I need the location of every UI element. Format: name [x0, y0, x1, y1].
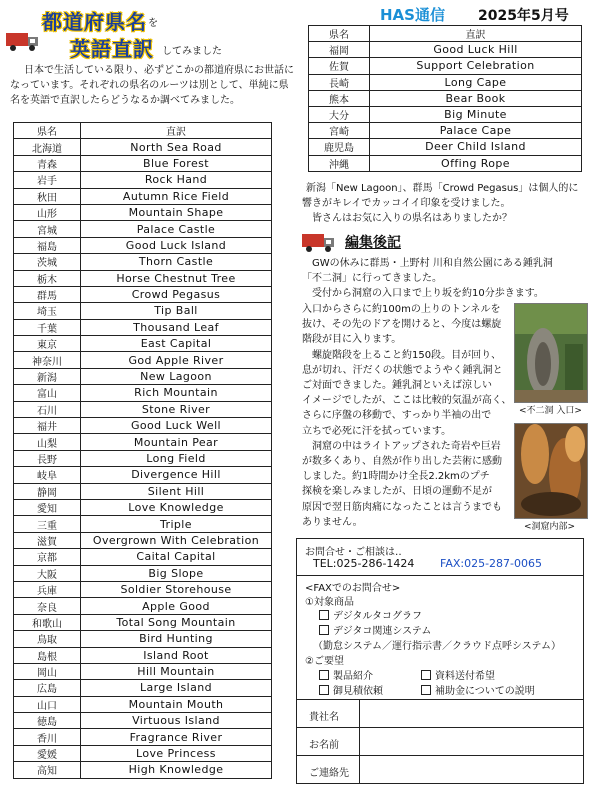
pref-name-cell: 秋田	[14, 188, 81, 204]
table-row	[14, 729, 272, 745]
pref-translation-cell: Stone River	[81, 401, 272, 417]
editorial-line: 原因で翌日筋肉痛になったことは言うまでも	[302, 501, 502, 513]
checkbox-icon[interactable]	[421, 685, 431, 695]
pref-translation-cell: Good Luck Well	[81, 418, 272, 434]
table-row	[14, 516, 272, 532]
pref-translation-cell: Crowd Pegasus	[81, 286, 272, 302]
pref-translation-cell: Love Princess	[81, 745, 272, 761]
pref-translation-cell: Big Minute	[370, 106, 582, 122]
pref-name-cell: 京都	[14, 549, 81, 565]
editorial-line: ありません。	[302, 516, 363, 528]
table-row	[14, 172, 272, 188]
request-heading: ②ご要望	[305, 656, 344, 667]
table-row	[14, 499, 272, 515]
pref-translation-cell: Support Celebration	[370, 58, 582, 74]
table-row	[14, 204, 272, 220]
pref-name-cell: 鹿児島	[309, 139, 370, 155]
pref-translation-cell: Offing Rope	[370, 155, 582, 171]
table-row	[309, 155, 582, 171]
editorial-title: 編集後記	[345, 235, 401, 251]
pref-name-cell: 香川	[14, 729, 81, 745]
pref-translation-cell: High Knowledge	[81, 762, 272, 778]
pref-translation-cell: New Lagoon	[81, 368, 272, 384]
pref-name-cell: 熊本	[309, 90, 370, 106]
pref-translation-cell: Horse Chestnut Tree	[81, 270, 272, 286]
table-row	[309, 106, 582, 122]
contact-intro: お問合せ・ご相談は‥	[305, 547, 402, 558]
editorial-line: 洞窟の中はライトアップされた奇岩や巨岩	[302, 440, 501, 452]
request-option[interactable]: 製品紹介	[319, 667, 373, 682]
table-row	[14, 450, 272, 466]
col-header-trans: 直訳	[370, 26, 582, 42]
newsletter-brand: HAS通信	[380, 6, 445, 24]
title-line2: 英語直訳	[70, 37, 154, 61]
pref-name-cell: 愛媛	[14, 745, 81, 761]
table-row	[14, 745, 272, 761]
pref-translation-cell: Bear Book	[370, 90, 582, 106]
person-name-field[interactable]	[297, 727, 583, 756]
pref-name-cell: 長崎	[309, 74, 370, 90]
pref-translation-cell: Tip Ball	[81, 303, 272, 319]
request-option[interactable]: 資料送付希望	[421, 667, 495, 682]
editorial-line: 立ちで必死に汗を拭っています。	[302, 425, 452, 437]
pref-translation-cell: Thousand Leaf	[81, 319, 272, 335]
pref-translation-cell: Virtuous Island	[81, 713, 272, 729]
pref-name-cell: 長野	[14, 450, 81, 466]
intro-paragraph: 日本で生活している限り、必ずどこかの都道府県にお世話になっています。それぞれの県名のルーツは別として、単純に県名を英語で直訳したらどうなるか調べてみました。	[10, 65, 294, 106]
editorial-line: イメージでしたが、ここは比較的気温が高く、	[302, 395, 512, 407]
pref-name-cell: 福岡	[309, 42, 370, 58]
cave-entrance-photo	[514, 303, 588, 403]
table-row	[309, 139, 582, 155]
table-row	[14, 549, 272, 565]
table-row	[14, 336, 272, 352]
pref-name-cell: 宮崎	[309, 123, 370, 139]
pref-translation-cell: Apple Good	[81, 598, 272, 614]
contact-box	[296, 538, 584, 784]
pref-name-cell: 山口	[14, 696, 81, 712]
pref-translation-cell: Divergence Hill	[81, 467, 272, 483]
pref-name-cell: 沖縄	[309, 155, 370, 171]
pref-name-cell: 福井	[14, 418, 81, 434]
cave-interior-photo	[514, 423, 588, 519]
pref-translation-cell: Rock Hand	[81, 172, 272, 188]
editorial-line: しました。約1時間かけ全長2.2kmのプチ	[302, 471, 490, 483]
product-option[interactable]: デジタコ関連システム	[319, 622, 431, 637]
pref-translation-cell: Bird Hunting	[81, 631, 272, 647]
pref-name-cell: 徳島	[14, 713, 81, 729]
editorial-line: が数多くあり、自然が作り出した芸術に感動	[302, 456, 502, 468]
pref-name-cell: 愛知	[14, 499, 81, 515]
editorial-line: さらに序盤の移動で、すっかり半袖の出で	[302, 410, 492, 422]
pref-translation-cell: Large Island	[81, 680, 272, 696]
editorial-line: 抜け、その先のドアを開けると、今度は螺旋	[302, 319, 502, 331]
table-row	[14, 598, 272, 614]
product-option[interactable]: デジタルタコグラフ	[319, 607, 422, 622]
title-line1: 都道府県名	[42, 10, 147, 34]
pref-translation-cell: North Sea Road	[81, 139, 272, 155]
title-particle: を	[148, 18, 158, 29]
table-row	[14, 483, 272, 499]
table-row	[309, 42, 582, 58]
pref-translation-cell: Thorn Castle	[81, 254, 272, 270]
pref-name-cell: 宮城	[14, 221, 81, 237]
pref-name-cell: 島根	[14, 647, 81, 663]
request-option[interactable]: 補助金についての説明	[421, 682, 535, 697]
pref-translation-cell: Triple	[81, 516, 272, 532]
pref-name-cell: 山梨	[14, 434, 81, 450]
pref-translation-cell: Hill Mountain	[81, 663, 272, 679]
pref-translation-cell: Rich Mountain	[81, 385, 272, 401]
afterword	[302, 181, 587, 226]
pref-name-cell: 北海道	[14, 139, 81, 155]
pref-translation-cell: God Apple River	[81, 352, 272, 368]
pref-name-cell: 兵庫	[14, 581, 81, 597]
editorial-line: GWの休みに群馬・上野村 川和自然公園にある鍾乳洞	[302, 258, 553, 269]
company-name-field[interactable]	[297, 699, 583, 728]
products-note: （勤怠システム／運行指示書／クラウド点呼システム）	[313, 641, 561, 652]
table-row	[14, 221, 272, 237]
table-row	[14, 614, 272, 630]
pref-name-cell: 神奈川	[14, 352, 81, 368]
field-label: ご連絡先	[309, 768, 349, 779]
pref-name-cell: 群馬	[14, 286, 81, 302]
pref-translation-cell: Long Field	[81, 450, 272, 466]
table-row	[14, 237, 272, 253]
col-header-trans: 直訳	[81, 123, 272, 139]
pref-name-cell: 岩手	[14, 172, 81, 188]
fax-heading: <FAXでのお問合せ>	[305, 583, 401, 594]
pref-translation-cell: Palace Cape	[370, 123, 582, 139]
table-row	[14, 385, 272, 401]
table-row	[14, 418, 272, 434]
table-row	[14, 303, 272, 319]
pref-translation-cell: Overgrown With Celebration	[81, 532, 272, 548]
pref-translation-cell: Soldier Storehouse	[81, 581, 272, 597]
pref-translation-cell: Autumn Rice Field	[81, 188, 272, 204]
pref-name-cell: 岐阜	[14, 467, 81, 483]
table-row	[14, 155, 272, 171]
checkbox-icon[interactable]	[319, 670, 329, 680]
editorial-line: 入口からさらに約100mの上りのトンネルを	[302, 304, 501, 315]
pref-name-cell: 東京	[14, 336, 81, 352]
editorial-line: 階段が目に入ります。	[302, 334, 402, 346]
pref-translation-cell: Deer Child Island	[370, 139, 582, 155]
photo-caption-interior: <洞窟内部>	[524, 522, 576, 532]
table-row	[14, 647, 272, 663]
pref-translation-cell: Love Knowledge	[81, 499, 272, 515]
table-row	[309, 74, 582, 90]
checkbox-icon[interactable]	[319, 685, 329, 695]
table-row	[14, 139, 272, 155]
pref-translation-cell: Mountain Shape	[81, 204, 272, 220]
table-row	[14, 368, 272, 384]
table-row	[14, 565, 272, 581]
table-row	[14, 713, 272, 729]
table-row	[14, 467, 272, 483]
checkbox-icon[interactable]	[319, 610, 329, 620]
contact-info-field[interactable]	[297, 755, 583, 784]
pref-translation-cell: Palace Castle	[81, 221, 272, 237]
pref-name-cell: 広島	[14, 680, 81, 696]
editorial-line: 探検を楽しみましたが、日頃の運動不足が	[302, 486, 492, 498]
table-row	[14, 352, 272, 368]
pref-translation-cell: Good Luck Island	[81, 237, 272, 253]
pref-name-cell: 埼玉	[14, 303, 81, 319]
pref-name-cell: 佐賀	[309, 58, 370, 74]
editorial-line: 「不二洞」に行ってきました。	[302, 273, 442, 285]
request-option[interactable]: 御見積依頼	[319, 682, 383, 697]
pref-translation-cell: Caital Capital	[81, 549, 272, 565]
title-tail: してみました	[162, 46, 222, 57]
checkbox-icon[interactable]	[421, 670, 431, 680]
table-row	[309, 90, 582, 106]
contact-tel: TEL:025-286-1424	[313, 557, 415, 570]
pref-name-cell: 三重	[14, 516, 81, 532]
table-row	[14, 319, 272, 335]
pref-name-cell: 高知	[14, 762, 81, 778]
table-row	[309, 123, 582, 139]
pref-name-cell: 新潟	[14, 368, 81, 384]
pref-translation-cell: East Capital	[81, 336, 272, 352]
pref-name-cell: 鳥取	[14, 631, 81, 647]
col-header-pref: 県名	[309, 26, 370, 42]
target-heading: ①対象商品	[305, 597, 354, 608]
pref-name-cell: 青森	[14, 155, 81, 171]
truck-icon	[6, 30, 40, 52]
afterword-line: 新潟「New Lagoon」、群馬「Crowd Pegasus」は個人的に響きがキレイでカッコイイ印象を受けました。	[302, 183, 579, 209]
pref-translation-cell: Total Song Mountain	[81, 614, 272, 630]
pref-translation-cell: Good Luck Hill	[370, 42, 582, 58]
pref-name-cell: 大分	[309, 106, 370, 122]
contact-fax: FAX:025-287-0065	[440, 557, 543, 570]
checkbox-icon[interactable]	[319, 625, 329, 635]
table-row	[14, 254, 272, 270]
pref-name-cell: 奈良	[14, 598, 81, 614]
table-row	[14, 532, 272, 548]
issue-date: 2025年5月号	[478, 8, 569, 24]
pref-name-cell: 和歌山	[14, 614, 81, 630]
truck-icon	[302, 231, 336, 253]
pref-name-cell: 岡山	[14, 663, 81, 679]
table-row	[14, 680, 272, 696]
afterword-line: 皆さんはお気に入りの県名はありましたか？	[302, 213, 512, 224]
field-label: お名前	[309, 740, 339, 751]
pref-translation-cell: Island Root	[81, 647, 272, 663]
pref-translation-cell: Mountain Mouth	[81, 696, 272, 712]
editorial-intro	[302, 256, 588, 302]
prefecture-table-left	[13, 122, 272, 779]
table-row	[14, 188, 272, 204]
table-row	[14, 762, 272, 778]
col-header-pref: 県名	[14, 123, 81, 139]
pref-name-cell: 静岡	[14, 483, 81, 499]
pref-name-cell: 栃木	[14, 270, 81, 286]
prefecture-table-right	[308, 25, 582, 172]
editorial-body	[302, 302, 512, 530]
pref-name-cell: 富山	[14, 385, 81, 401]
table-row	[309, 58, 582, 74]
editorial-line: 螺旋階段を上ること約150段。目が回り、	[302, 349, 502, 361]
pref-name-cell: 茨城	[14, 254, 81, 270]
editorial-line: 受付から洞窟の入口まで上り坂を約10分歩きます。	[302, 288, 544, 300]
photo-caption-entrance: <不二洞 入口>	[519, 406, 582, 416]
pref-translation-cell: Blue Forest	[81, 155, 272, 171]
pref-name-cell: 福島	[14, 237, 81, 253]
pref-name-cell: 滋賀	[14, 532, 81, 548]
table-row	[14, 434, 272, 450]
editorial-line: 息が切れ、汗だくの状態でようやく鍾乳洞と	[302, 364, 503, 376]
field-label: 貴社名	[309, 712, 339, 723]
table-row	[14, 696, 272, 712]
table-row	[14, 631, 272, 647]
pref-name-cell: 大阪	[14, 565, 81, 581]
pref-translation-cell: Silent Hill	[81, 483, 272, 499]
table-row	[14, 286, 272, 302]
table-row	[14, 270, 272, 286]
pref-name-cell: 石川	[14, 401, 81, 417]
pref-translation-cell: Big Slope	[81, 565, 272, 581]
pref-translation-cell: Long Cape	[370, 74, 582, 90]
pref-name-cell: 山形	[14, 204, 81, 220]
editorial-line: ご対面できました。鍾乳洞といえば涼しい	[302, 380, 492, 392]
table-row	[14, 663, 272, 679]
table-row	[14, 581, 272, 597]
table-row	[14, 401, 272, 417]
pref-name-cell: 千葉	[14, 319, 81, 335]
pref-translation-cell: Fragrance River	[81, 729, 272, 745]
pref-translation-cell: Mountain Pear	[81, 434, 272, 450]
